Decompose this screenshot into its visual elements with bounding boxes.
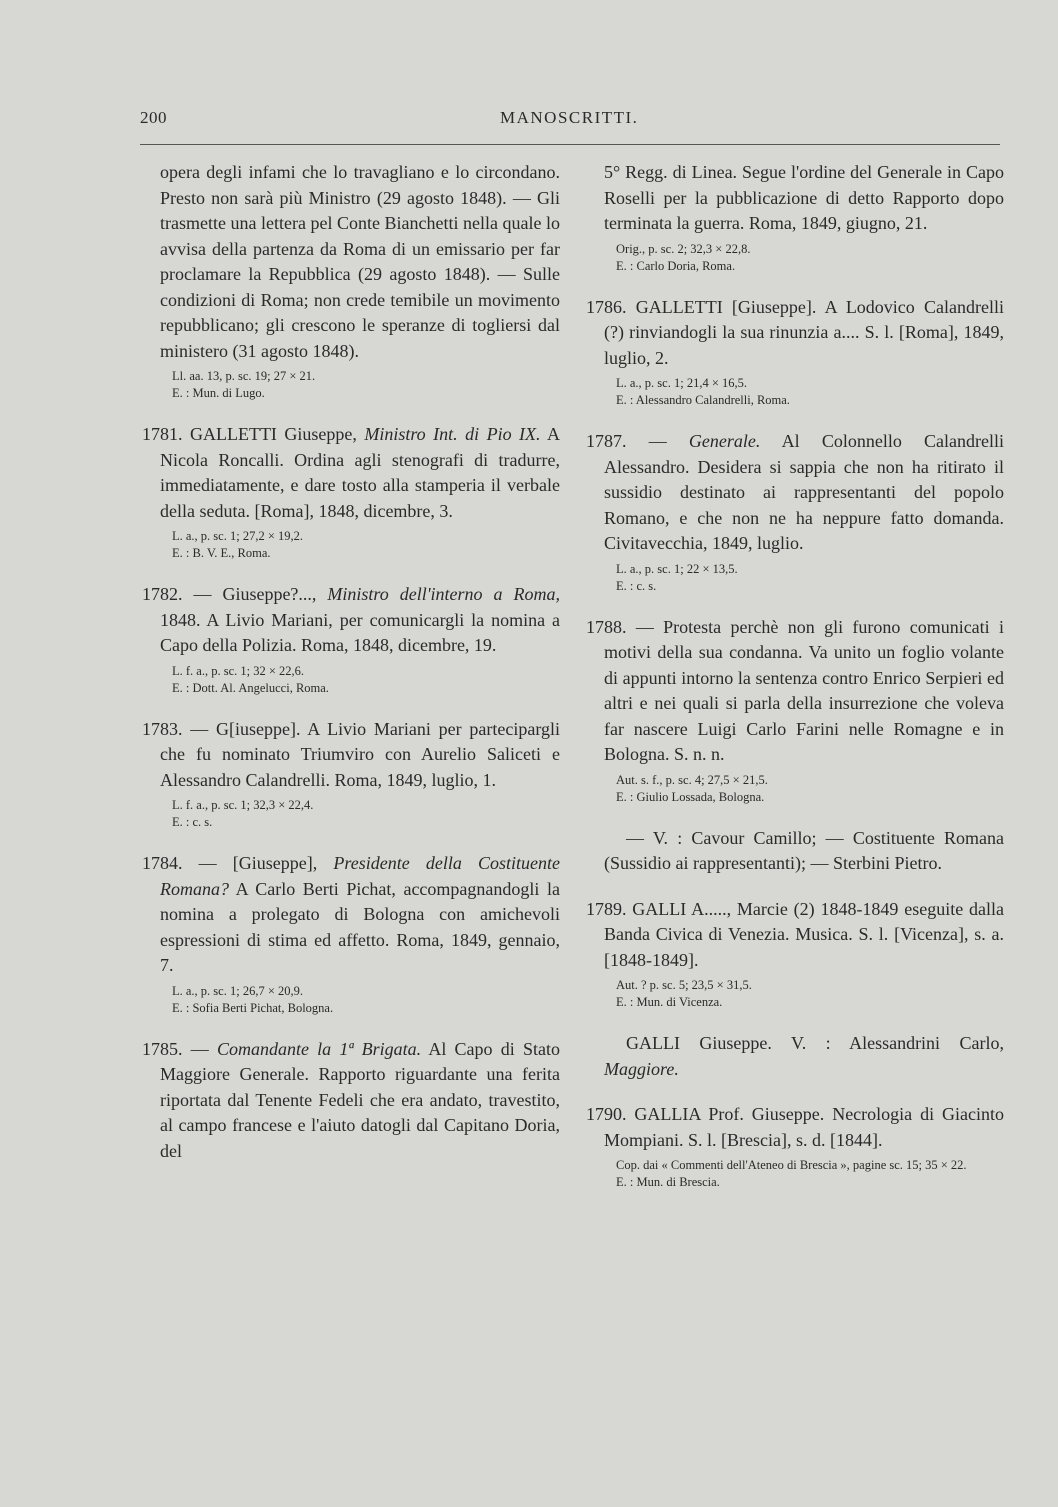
entry-heading: 1784. — [Giuseppe], bbox=[142, 853, 334, 873]
physical-description: L. f. a., p. sc. 1; 32,3 × 22,4. bbox=[172, 798, 314, 812]
entry-heading: 1785. — bbox=[142, 1038, 217, 1059]
entry-note bbox=[598, 1157, 1004, 1191]
holder: E. : Alessandro Calandrelli, Roma. bbox=[616, 393, 790, 407]
entry-text bbox=[142, 422, 560, 524]
page-header bbox=[140, 108, 1000, 138]
entry-text: 1790. GALLIA Prof. Giuseppe. Necrologia di Giacinto Mompiani. S. l. [Brescia], s. d. [1844]. bbox=[586, 1104, 1004, 1150]
entry-text bbox=[142, 851, 560, 979]
entry-heading: 1782. — Giuseppe?..., bbox=[142, 584, 328, 604]
entry-note bbox=[598, 772, 1004, 806]
entry-note bbox=[154, 663, 560, 697]
entry-1788 bbox=[586, 615, 1004, 806]
entry-note bbox=[154, 983, 560, 1017]
entry-note bbox=[616, 241, 1004, 275]
holder: E. : Sofia Berti Pichat, Bologna. bbox=[172, 1000, 334, 1015]
entry-body: Al Capo di Stato Maggiore Generale. Rapporto riguardante una ferita riportata dal Tenente Fedeli che era andato, travestito, al campo francese e l'aiuto datogli dal Capitano Doria, del bbox=[160, 1038, 560, 1161]
physical-description: L. a., p. sc. 1; 21,4 × 16,5. bbox=[616, 376, 747, 390]
physical-description: L. a., p. sc. 1; 27,2 × 19,2. bbox=[172, 529, 303, 543]
left-column bbox=[142, 160, 560, 1184]
entry-text bbox=[142, 582, 560, 659]
entry-text bbox=[586, 429, 1004, 557]
physical-description: Aut. s. f., p. sc. 4; 27,5 × 21,5. bbox=[616, 772, 768, 787]
entry-text bbox=[142, 1037, 560, 1165]
holder: E. : c. s. bbox=[616, 578, 657, 593]
entry-text: 1789. GALLI A....., Marcie (2) 1848-1849 eseguite dalla Banda Civica di Venezia. Musica. S. l. [Vicenza], s. a. [1848-1849]. bbox=[586, 898, 1004, 970]
entry-title-italic: Presidente della Costituente Romana? bbox=[160, 853, 560, 899]
entry-text: 5° Regg. di Linea. Segue l'ordine del Generale in Capo Roselli per la pubblicazione di detto Rapporto dopo terminata la guerra. Roma, 1849, giugno, 21. bbox=[604, 162, 1004, 233]
entry-1781 bbox=[142, 422, 560, 562]
entry-note bbox=[154, 528, 560, 562]
entry-note bbox=[598, 561, 1004, 595]
entry-note bbox=[598, 375, 1004, 409]
entry-text: 1783. — G[iuseppe]. A Livio Mariani per partecipargli che fu nominato Triumviro con Aurelio Saliceti e Alessandro Calandrelli. Roma, 1849, luglio, 1. bbox=[142, 718, 560, 790]
entry-title-italic: Comandante la 1ª Brigata. bbox=[216, 1038, 422, 1059]
entry-title-italic: Generale. bbox=[688, 431, 761, 451]
holder: E. : Dott. Al. Angelucci, Roma. bbox=[172, 680, 329, 695]
entry-heading: 1787. — bbox=[586, 431, 689, 451]
entry-title-italic: Ministro Int. di Pio IX. bbox=[364, 424, 541, 444]
entry-note bbox=[172, 368, 560, 402]
physical-description: L. f. a., p. sc. 1; 32 × 22,6. bbox=[172, 663, 305, 678]
cross-reference-galli bbox=[604, 1031, 1004, 1082]
entry-continuation-left bbox=[160, 160, 560, 402]
entry-body: A Nicola Roncalli. Ordina agli stenografi di tradurre, immediatamente, e dare tosto alla stamperia il verbale della seduta. [Roma], 1848, dicembre, 3. bbox=[160, 424, 560, 521]
header-rule bbox=[140, 144, 1000, 145]
cross-reference-lead: GALLI Giuseppe. V. : Alessandrini Carlo, bbox=[626, 1033, 1004, 1053]
running-title: MANOSCRITTI. bbox=[500, 108, 639, 127]
entry-1783 bbox=[142, 717, 560, 832]
entry-text: 1786. GALLETTI [Giuseppe]. A Lodovico Calandrelli (?) rinviandogli la sua rinunzia a.... S. l. [Roma], 1849, luglio, 2. bbox=[586, 296, 1004, 368]
cross-reference-italic: Maggiore. bbox=[604, 1058, 679, 1079]
entry-1785 bbox=[142, 1037, 560, 1165]
cross-reference bbox=[604, 826, 1004, 877]
holder: E. : Mun. di Vicenza. bbox=[616, 995, 723, 1009]
cross-reference-text: — V. : Cavour Camillo; — Costituente Romana (Sussidio ai rappresentanti); — Sterbini Pietro. bbox=[604, 827, 1004, 873]
entry-title-italic: Ministro dell'interno a Roma, bbox=[327, 584, 560, 604]
physical-description: Ll. aa. 13, p. sc. 19; 27 × 21. bbox=[172, 369, 316, 383]
entry-body: A Carlo Berti Pichat, accompagnandogli la nomina a prolegato di Bologna con amichevoli espressioni di stima ed affetto. Roma, 1849, gennaio, 7. bbox=[160, 878, 560, 975]
holder: E. : Giulio Lossada, Bologna. bbox=[616, 789, 765, 804]
entry-1786 bbox=[586, 295, 1004, 410]
entry-heading: 1781. GALLETTI Giuseppe, bbox=[142, 424, 365, 444]
right-column bbox=[586, 160, 1005, 1211]
entry-body: Al Colonnello Calandrelli Alessandro. Desidera si sappia che non ha ritirato il sussidio destinato ai rappresentanti del popolo Romano, e che non ne ha neppure fatto domanda. Civitavecchia, 1849, luglio. bbox=[604, 431, 1005, 553]
holder: E. : Mun. di Brescia. bbox=[616, 1175, 720, 1189]
holder: E. : Mun. di Lugo. bbox=[172, 386, 265, 400]
entry-1787 bbox=[586, 429, 1004, 595]
cross-reference-text bbox=[604, 1031, 1004, 1082]
entry-text: opera degli infami che lo travagliano e lo circondano. Presto non sarà più Ministro (29 agosto 1848). — Gli trasmette una lettera pel Conte Bianchetti nella quale lo avvisa della partenza da Roma di un emissario per far proclamare la Repubblica (29 agosto 1848). — Sulle condizioni di Roma; non crede temibile un movimento repubblicano; gli crescono le speranze di togliersi dal ministero (31 agosto 1848). bbox=[160, 162, 560, 361]
holder: E. : B. V. E., Roma. bbox=[172, 546, 271, 560]
entry-text: 1788. — Protesta perchè non gli furono comunicati i motivi della sua condanna. Va unito un foglio volante di appunti intorno la sentenza contro Enrico Serpieri ed altri e nei quali si parla della insurrezione che voleva far nascere Luigi Carlo Farini nelle Romagne e in Bologna. S. n. n. bbox=[586, 616, 1004, 764]
holder: E. : c. s. bbox=[172, 815, 213, 829]
entry-1790 bbox=[586, 1102, 1004, 1191]
physical-description: L. a., p. sc. 1; 22 × 13,5. bbox=[616, 561, 738, 576]
physical-description: Cop. dai « Commenti dell'Ateneo di Brescia », pagine sc. 15; 35 × 22. bbox=[616, 1158, 967, 1172]
entry-1782 bbox=[142, 582, 560, 697]
physical-description: L. a., p. sc. 1; 26,7 × 20,9. bbox=[172, 983, 303, 998]
entry-continuation-right bbox=[604, 160, 1004, 275]
holder: E. : Carlo Doria, Roma. bbox=[616, 258, 736, 273]
entry-note bbox=[598, 977, 1004, 1011]
page-number: 200 bbox=[140, 108, 167, 127]
entry-1789 bbox=[586, 897, 1004, 1012]
entry-1784 bbox=[142, 851, 560, 1017]
entry-body: 1848. A Livio Mariani, per comunicargli la nomina a Capo della Polizia. Roma, 1848, dicembre, 19. bbox=[160, 609, 560, 655]
entry-note bbox=[154, 797, 560, 831]
physical-description: Orig., p. sc. 2; 32,3 × 22,8. bbox=[616, 241, 751, 256]
physical-description: Aut. ? p. sc. 5; 23,5 × 31,5. bbox=[616, 978, 752, 992]
